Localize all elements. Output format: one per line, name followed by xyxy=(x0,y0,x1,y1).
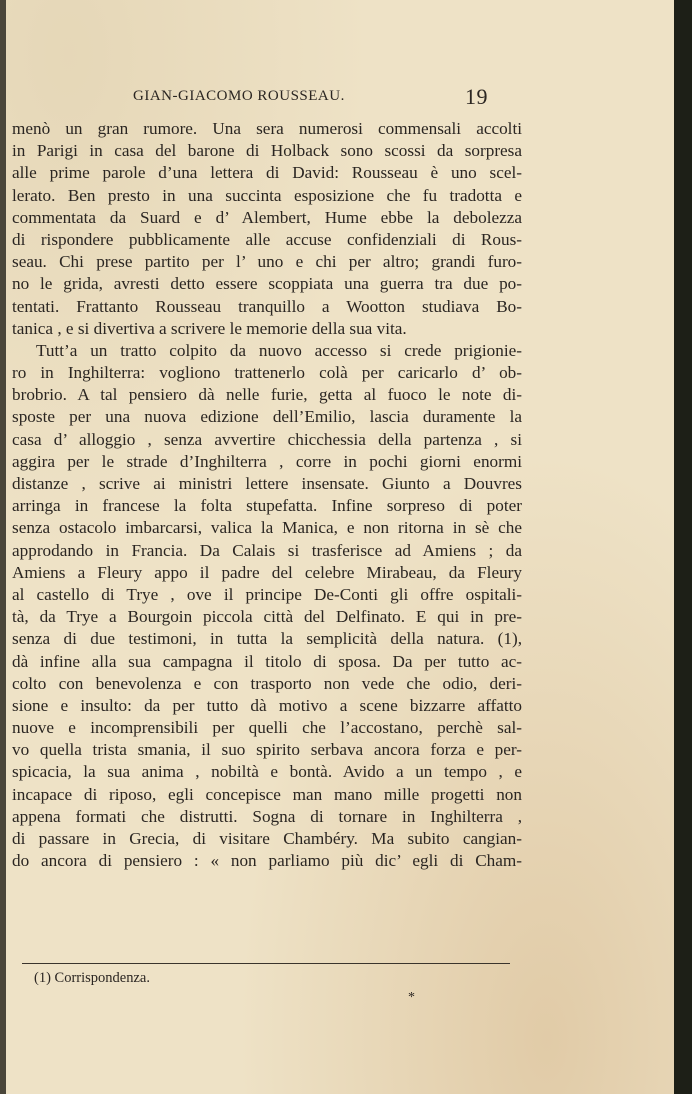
text-line: tentati. Frattanto Rousseau tranquillo a Wootton studiava Bo- xyxy=(12,296,522,316)
page-number: 19 xyxy=(465,84,488,109)
text-line: appena formati che distrutti. Sogna di tornare in Inghilterra , xyxy=(12,806,522,826)
text-line: menò un gran rumore. Una sera numerosi commensali accolti xyxy=(12,119,522,138)
text-line: sione e insulto: da per tutto dà motivo a scene bizzarre affatto xyxy=(12,695,522,715)
body-text xyxy=(12,118,522,872)
page-edge-shadow xyxy=(674,0,683,1094)
text-line: tà, da Trye a Bourgoin piccola città del Delfinato. E qui in pre- xyxy=(12,607,522,627)
text-line: di passare in Grecia, di visitare Chambéry. Ma subito cangian- xyxy=(12,829,522,848)
text-line: sposte per una nuova edizione dell’Emilio, lascia duramente la xyxy=(12,407,522,427)
footnote-rule xyxy=(22,963,510,964)
text-line: brobrio. A tal pensiero dà nelle furie, getta al fuoco le note di- xyxy=(12,385,522,405)
text-line: no le grida, avresti detto essere scoppiata una guerra tra due po- xyxy=(12,274,522,294)
text-line: arringa in francese la folta stupefatta. Infine sorpreso di poter xyxy=(12,496,522,516)
text-line: di rispondere pubblicamente alle accuse confidenziali di Rous- xyxy=(12,229,522,249)
text-line: senza ostacolo imbarcarsi, valica la Manica, e non ritorna in sè che xyxy=(12,518,522,538)
text-line: ro in Inghilterra: vogliono trattenerlo colà per caricarlo d’ ob- xyxy=(12,363,522,383)
book-spine-edge xyxy=(0,0,6,1094)
text-line: alle prime parole d’una lettera di David: Rousseau è uno scel- xyxy=(12,163,522,183)
text-line: tanica , e si divertiva a scrivere le memorie della sua vita. xyxy=(12,318,407,338)
running-title: GIAN-GIACOMO ROUSSEAU. xyxy=(133,88,345,104)
text-line: colto con benevolenza e con trasporto non vede che odio, deri- xyxy=(12,673,522,693)
text-line: do ancora di pensiero : « non parliamo più dic’ egli di Cham- xyxy=(12,851,522,871)
text-line: distanze , scrive ai ministri lettere insensate. Giunto a Douvres xyxy=(12,474,522,493)
signature-mark: * xyxy=(408,990,415,1005)
text-line: commentata da Suard e d’ Alembert, Hume ebbe la debolezza xyxy=(12,207,522,227)
text-line: Tutt’a un tratto colpito da nuovo accesso si crede prigionie- xyxy=(36,340,522,360)
footnote: (1) Corrispondenza. xyxy=(34,970,150,986)
text-line: spicacia, la sua anima , nobiltà e bontà. Avido a un tempo , e xyxy=(12,762,522,782)
text-line: lerato. Ben presto in una succinta esposizione che fu tradotta e xyxy=(12,185,522,205)
text-line: dà infine alla sua campagna il titolo di sposa. Da per tutto ac- xyxy=(12,651,522,671)
text-line: casa d’ alloggio , senza avvertire chicchessia della partenza , si xyxy=(12,429,522,449)
text-line: vo quella trista smania, il suo spirito serbava ancora forza e per- xyxy=(12,740,522,760)
text-line: senza di due testimoni, in tutta la semplicità della natura. (1), xyxy=(12,629,522,649)
text-line: seau. Chi prese partito per l’ uno e chi per altro; grandi furo- xyxy=(12,252,522,272)
text-line: aggira per le strade d’Inghilterra , corre in pochi giorni enormi xyxy=(12,451,522,471)
text-line: incapace di riposo, egli concepisce man mano mille progetti non xyxy=(12,784,522,804)
text-line: in Parigi in casa del barone di Holback sono scossi da sorpresa xyxy=(12,141,522,161)
text-line: nuove e incomprensibili per quelli che l’accostano, perchè sal- xyxy=(12,718,522,738)
text-line: al castello di Trye , ove il principe De-Conti gli offre ospitali- xyxy=(12,584,522,604)
text-line: approdando in Francia. Da Calais si trasferisce ad Amiens ; da xyxy=(12,540,522,560)
text-line: Amiens a Fleury appo il padre del celebre Mirabeau, da Fleury xyxy=(12,562,522,582)
